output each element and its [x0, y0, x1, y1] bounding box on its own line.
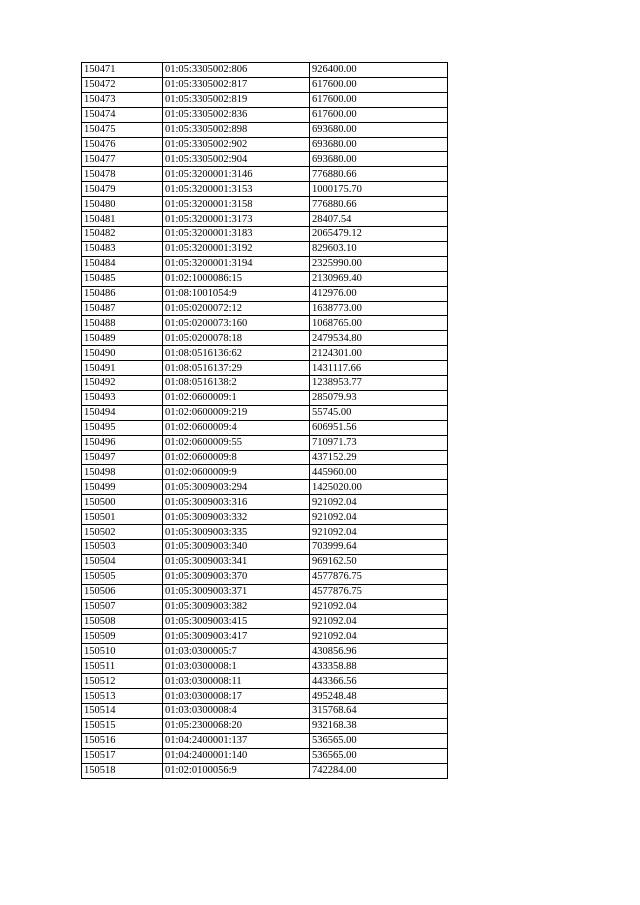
cadastral-number-cell: 01:05:3009003:316 [163, 495, 310, 510]
table-row [82, 450, 448, 465]
row-id-cell: 150486 [82, 286, 163, 301]
value-cell: 617600.00 [310, 77, 448, 92]
value-cell: 921092.04 [310, 510, 448, 525]
table-row [82, 435, 448, 450]
value-cell: 2325990.00 [310, 256, 448, 271]
table-row [82, 63, 448, 78]
row-id-cell: 150509 [82, 629, 163, 644]
cadastral-number-cell: 01:05:3305002:904 [163, 152, 310, 167]
table-row [82, 614, 448, 629]
row-id-cell: 150490 [82, 346, 163, 361]
table-row [82, 510, 448, 525]
row-id-cell: 150510 [82, 644, 163, 659]
row-id-cell: 150493 [82, 390, 163, 405]
cadastral-number-cell: 01:05:3200001:3158 [163, 197, 310, 212]
value-cell: 443366.56 [310, 674, 448, 689]
value-cell: 776880.66 [310, 167, 448, 182]
cadastral-number-cell: 01:05:3305002:898 [163, 122, 310, 137]
table-row [82, 122, 448, 137]
row-id-cell: 150492 [82, 376, 163, 391]
row-id-cell: 150508 [82, 614, 163, 629]
cadastral-number-cell: 01:08:1001054:9 [163, 286, 310, 301]
value-cell: 315768.64 [310, 703, 448, 718]
row-id-cell: 150517 [82, 748, 163, 763]
value-cell: 617600.00 [310, 92, 448, 107]
value-cell: 536565.00 [310, 733, 448, 748]
value-cell: 1638773.00 [310, 301, 448, 316]
row-id-cell: 150496 [82, 435, 163, 450]
value-cell: 412976.00 [310, 286, 448, 301]
row-id-cell: 150504 [82, 554, 163, 569]
value-cell: 4577876.75 [310, 584, 448, 599]
cadastral-number-cell: 01:08:0516137:29 [163, 361, 310, 376]
row-id-cell: 150480 [82, 197, 163, 212]
table-row [82, 361, 448, 376]
row-id-cell: 150476 [82, 137, 163, 152]
value-cell: 536565.00 [310, 748, 448, 763]
table-row [82, 137, 448, 152]
value-cell: 921092.04 [310, 599, 448, 614]
cadastral-number-cell: 01:05:3009003:340 [163, 540, 310, 555]
cadastral-number-cell: 01:05:3009003:332 [163, 510, 310, 525]
cadastral-number-cell: 01:05:3009003:415 [163, 614, 310, 629]
cadastral-number-cell: 01:05:3200001:3194 [163, 256, 310, 271]
value-cell: 2479534.80 [310, 331, 448, 346]
cadastral-number-cell: 01:03:0300008:4 [163, 703, 310, 718]
table-row [82, 465, 448, 480]
row-id-cell: 150488 [82, 316, 163, 331]
row-id-cell: 150485 [82, 271, 163, 286]
cadastral-number-cell: 01:05:3200001:3173 [163, 212, 310, 227]
cadastral-number-cell: 01:02:1000086:15 [163, 271, 310, 286]
value-cell: 829603.10 [310, 241, 448, 256]
value-cell: 2124301.00 [310, 346, 448, 361]
value-cell: 742284.00 [310, 763, 448, 778]
table-row [82, 241, 448, 256]
row-id-cell: 150499 [82, 480, 163, 495]
value-cell: 926400.00 [310, 63, 448, 78]
table-row [82, 718, 448, 733]
cadastral-number-cell: 01:05:0200073:160 [163, 316, 310, 331]
table-row [82, 599, 448, 614]
row-id-cell: 150512 [82, 674, 163, 689]
row-id-cell: 150489 [82, 331, 163, 346]
row-id-cell: 150474 [82, 107, 163, 122]
value-cell: 921092.04 [310, 614, 448, 629]
table-row [82, 689, 448, 704]
value-cell: 437152.29 [310, 450, 448, 465]
cadastral-number-cell: 01:02:0600009:219 [163, 405, 310, 420]
cadastral-number-cell: 01:08:0516138:2 [163, 376, 310, 391]
table-row [82, 659, 448, 674]
table-row [82, 390, 448, 405]
cadastral-number-cell: 01:08:0516136:62 [163, 346, 310, 361]
cadastral-number-cell: 01:05:0200078:18 [163, 331, 310, 346]
table-row [82, 316, 448, 331]
row-id-cell: 150482 [82, 226, 163, 241]
value-cell: 703999.64 [310, 540, 448, 555]
table-row [82, 703, 448, 718]
cadastral-number-cell: 01:05:2300068:20 [163, 718, 310, 733]
value-cell: 4577876.75 [310, 569, 448, 584]
table-row [82, 256, 448, 271]
table-row [82, 644, 448, 659]
cadastral-number-cell: 01:05:3009003:294 [163, 480, 310, 495]
value-cell: 1431117.66 [310, 361, 448, 376]
value-cell: 2130969.40 [310, 271, 448, 286]
table-row [82, 331, 448, 346]
table-row [82, 226, 448, 241]
row-id-cell: 150491 [82, 361, 163, 376]
row-id-cell: 150506 [82, 584, 163, 599]
row-id-cell: 150501 [82, 510, 163, 525]
cadastral-number-cell: 01:03:0300008:11 [163, 674, 310, 689]
value-cell: 969162.50 [310, 554, 448, 569]
table-row [82, 376, 448, 391]
value-cell: 2065479.12 [310, 226, 448, 241]
cadastral-number-cell: 01:03:0300008:17 [163, 689, 310, 704]
row-id-cell: 150487 [82, 301, 163, 316]
value-cell: 921092.04 [310, 495, 448, 510]
row-id-cell: 150505 [82, 569, 163, 584]
row-id-cell: 150475 [82, 122, 163, 137]
row-id-cell: 150518 [82, 763, 163, 778]
value-cell: 776880.66 [310, 197, 448, 212]
table-row [82, 271, 448, 286]
value-cell: 285079.93 [310, 390, 448, 405]
row-id-cell: 150477 [82, 152, 163, 167]
table-row [82, 674, 448, 689]
value-cell: 1068765.00 [310, 316, 448, 331]
cadastral-number-cell: 01:02:0600009:1 [163, 390, 310, 405]
row-id-cell: 150472 [82, 77, 163, 92]
cadastral-number-cell: 01:03:0300008:1 [163, 659, 310, 674]
table-row [82, 584, 448, 599]
table-row [82, 420, 448, 435]
value-cell: 693680.00 [310, 152, 448, 167]
table-row [82, 107, 448, 122]
cadastral-number-cell: 01:02:0600009:55 [163, 435, 310, 450]
table-row [82, 733, 448, 748]
table-row [82, 167, 448, 182]
table-row [82, 301, 448, 316]
cadastral-number-cell: 01:02:0600009:9 [163, 465, 310, 480]
table-row [82, 554, 448, 569]
cadastral-number-cell: 01:04:2400001:140 [163, 748, 310, 763]
value-cell: 1425020.00 [310, 480, 448, 495]
row-id-cell: 150515 [82, 718, 163, 733]
table-row [82, 525, 448, 540]
cadastral-number-cell: 01:05:3009003:417 [163, 629, 310, 644]
table-row [82, 748, 448, 763]
cadastral-number-cell: 01:05:3009003:382 [163, 599, 310, 614]
cadastral-number-cell: 01:04:2400001:137 [163, 733, 310, 748]
value-cell: 921092.04 [310, 525, 448, 540]
cadastral-number-cell: 01:05:3009003:371 [163, 584, 310, 599]
value-cell: 445960.00 [310, 465, 448, 480]
cadastral-number-cell: 01:05:3200001:3183 [163, 226, 310, 241]
row-id-cell: 150478 [82, 167, 163, 182]
cadastral-number-cell: 01:05:3305002:806 [163, 63, 310, 78]
cadastral-number-cell: 01:05:3200001:3153 [163, 182, 310, 197]
table-row [82, 92, 448, 107]
row-id-cell: 150471 [82, 63, 163, 78]
row-id-cell: 150494 [82, 405, 163, 420]
row-id-cell: 150507 [82, 599, 163, 614]
table-row [82, 405, 448, 420]
value-cell: 606951.56 [310, 420, 448, 435]
value-cell: 693680.00 [310, 137, 448, 152]
cadastral-number-cell: 01:02:0600009:4 [163, 420, 310, 435]
cadastral-number-cell: 01:05:3200001:3146 [163, 167, 310, 182]
row-id-cell: 150516 [82, 733, 163, 748]
row-id-cell: 150481 [82, 212, 163, 227]
row-id-cell: 150497 [82, 450, 163, 465]
value-cell: 932168.38 [310, 718, 448, 733]
row-id-cell: 150511 [82, 659, 163, 674]
value-cell: 28407.54 [310, 212, 448, 227]
cadastral-number-cell: 01:05:3009003:370 [163, 569, 310, 584]
row-id-cell: 150484 [82, 256, 163, 271]
table-row [82, 197, 448, 212]
data-table [81, 62, 448, 779]
cadastral-number-cell: 01:05:3305002:817 [163, 77, 310, 92]
row-id-cell: 150502 [82, 525, 163, 540]
row-id-cell: 150498 [82, 465, 163, 480]
table-row [82, 569, 448, 584]
cadastral-number-cell: 01:05:3009003:335 [163, 525, 310, 540]
table-row [82, 346, 448, 361]
value-cell: 710971.73 [310, 435, 448, 450]
cadastral-number-cell: 01:05:0200072:12 [163, 301, 310, 316]
cadastral-number-cell: 01:05:3305002:819 [163, 92, 310, 107]
value-cell: 617600.00 [310, 107, 448, 122]
table-row [82, 480, 448, 495]
value-cell: 495248.48 [310, 689, 448, 704]
value-cell: 55745.00 [310, 405, 448, 420]
cadastral-number-cell: 01:03:0300005:7 [163, 644, 310, 659]
row-id-cell: 150473 [82, 92, 163, 107]
cadastral-number-cell: 01:05:3009003:341 [163, 554, 310, 569]
row-id-cell: 150514 [82, 703, 163, 718]
table-row [82, 182, 448, 197]
value-cell: 433358.88 [310, 659, 448, 674]
row-id-cell: 150483 [82, 241, 163, 256]
value-cell: 430856.96 [310, 644, 448, 659]
row-id-cell: 150513 [82, 689, 163, 704]
row-id-cell: 150500 [82, 495, 163, 510]
cadastral-number-cell: 01:02:0600009:8 [163, 450, 310, 465]
table-row [82, 152, 448, 167]
value-cell: 921092.04 [310, 629, 448, 644]
table-row [82, 540, 448, 555]
table-row [82, 495, 448, 510]
value-cell: 1000175.70 [310, 182, 448, 197]
cadastral-number-cell: 01:02:0100056:9 [163, 763, 310, 778]
value-cell: 1238953.77 [310, 376, 448, 391]
table-row [82, 629, 448, 644]
table-body [82, 63, 448, 779]
value-cell: 693680.00 [310, 122, 448, 137]
cadastral-number-cell: 01:05:3305002:836 [163, 107, 310, 122]
cadastral-number-cell: 01:05:3305002:902 [163, 137, 310, 152]
table-row [82, 763, 448, 778]
cadastral-number-cell: 01:05:3200001:3192 [163, 241, 310, 256]
row-id-cell: 150495 [82, 420, 163, 435]
table-row [82, 77, 448, 92]
row-id-cell: 150503 [82, 540, 163, 555]
row-id-cell: 150479 [82, 182, 163, 197]
table-row [82, 212, 448, 227]
table-row [82, 286, 448, 301]
